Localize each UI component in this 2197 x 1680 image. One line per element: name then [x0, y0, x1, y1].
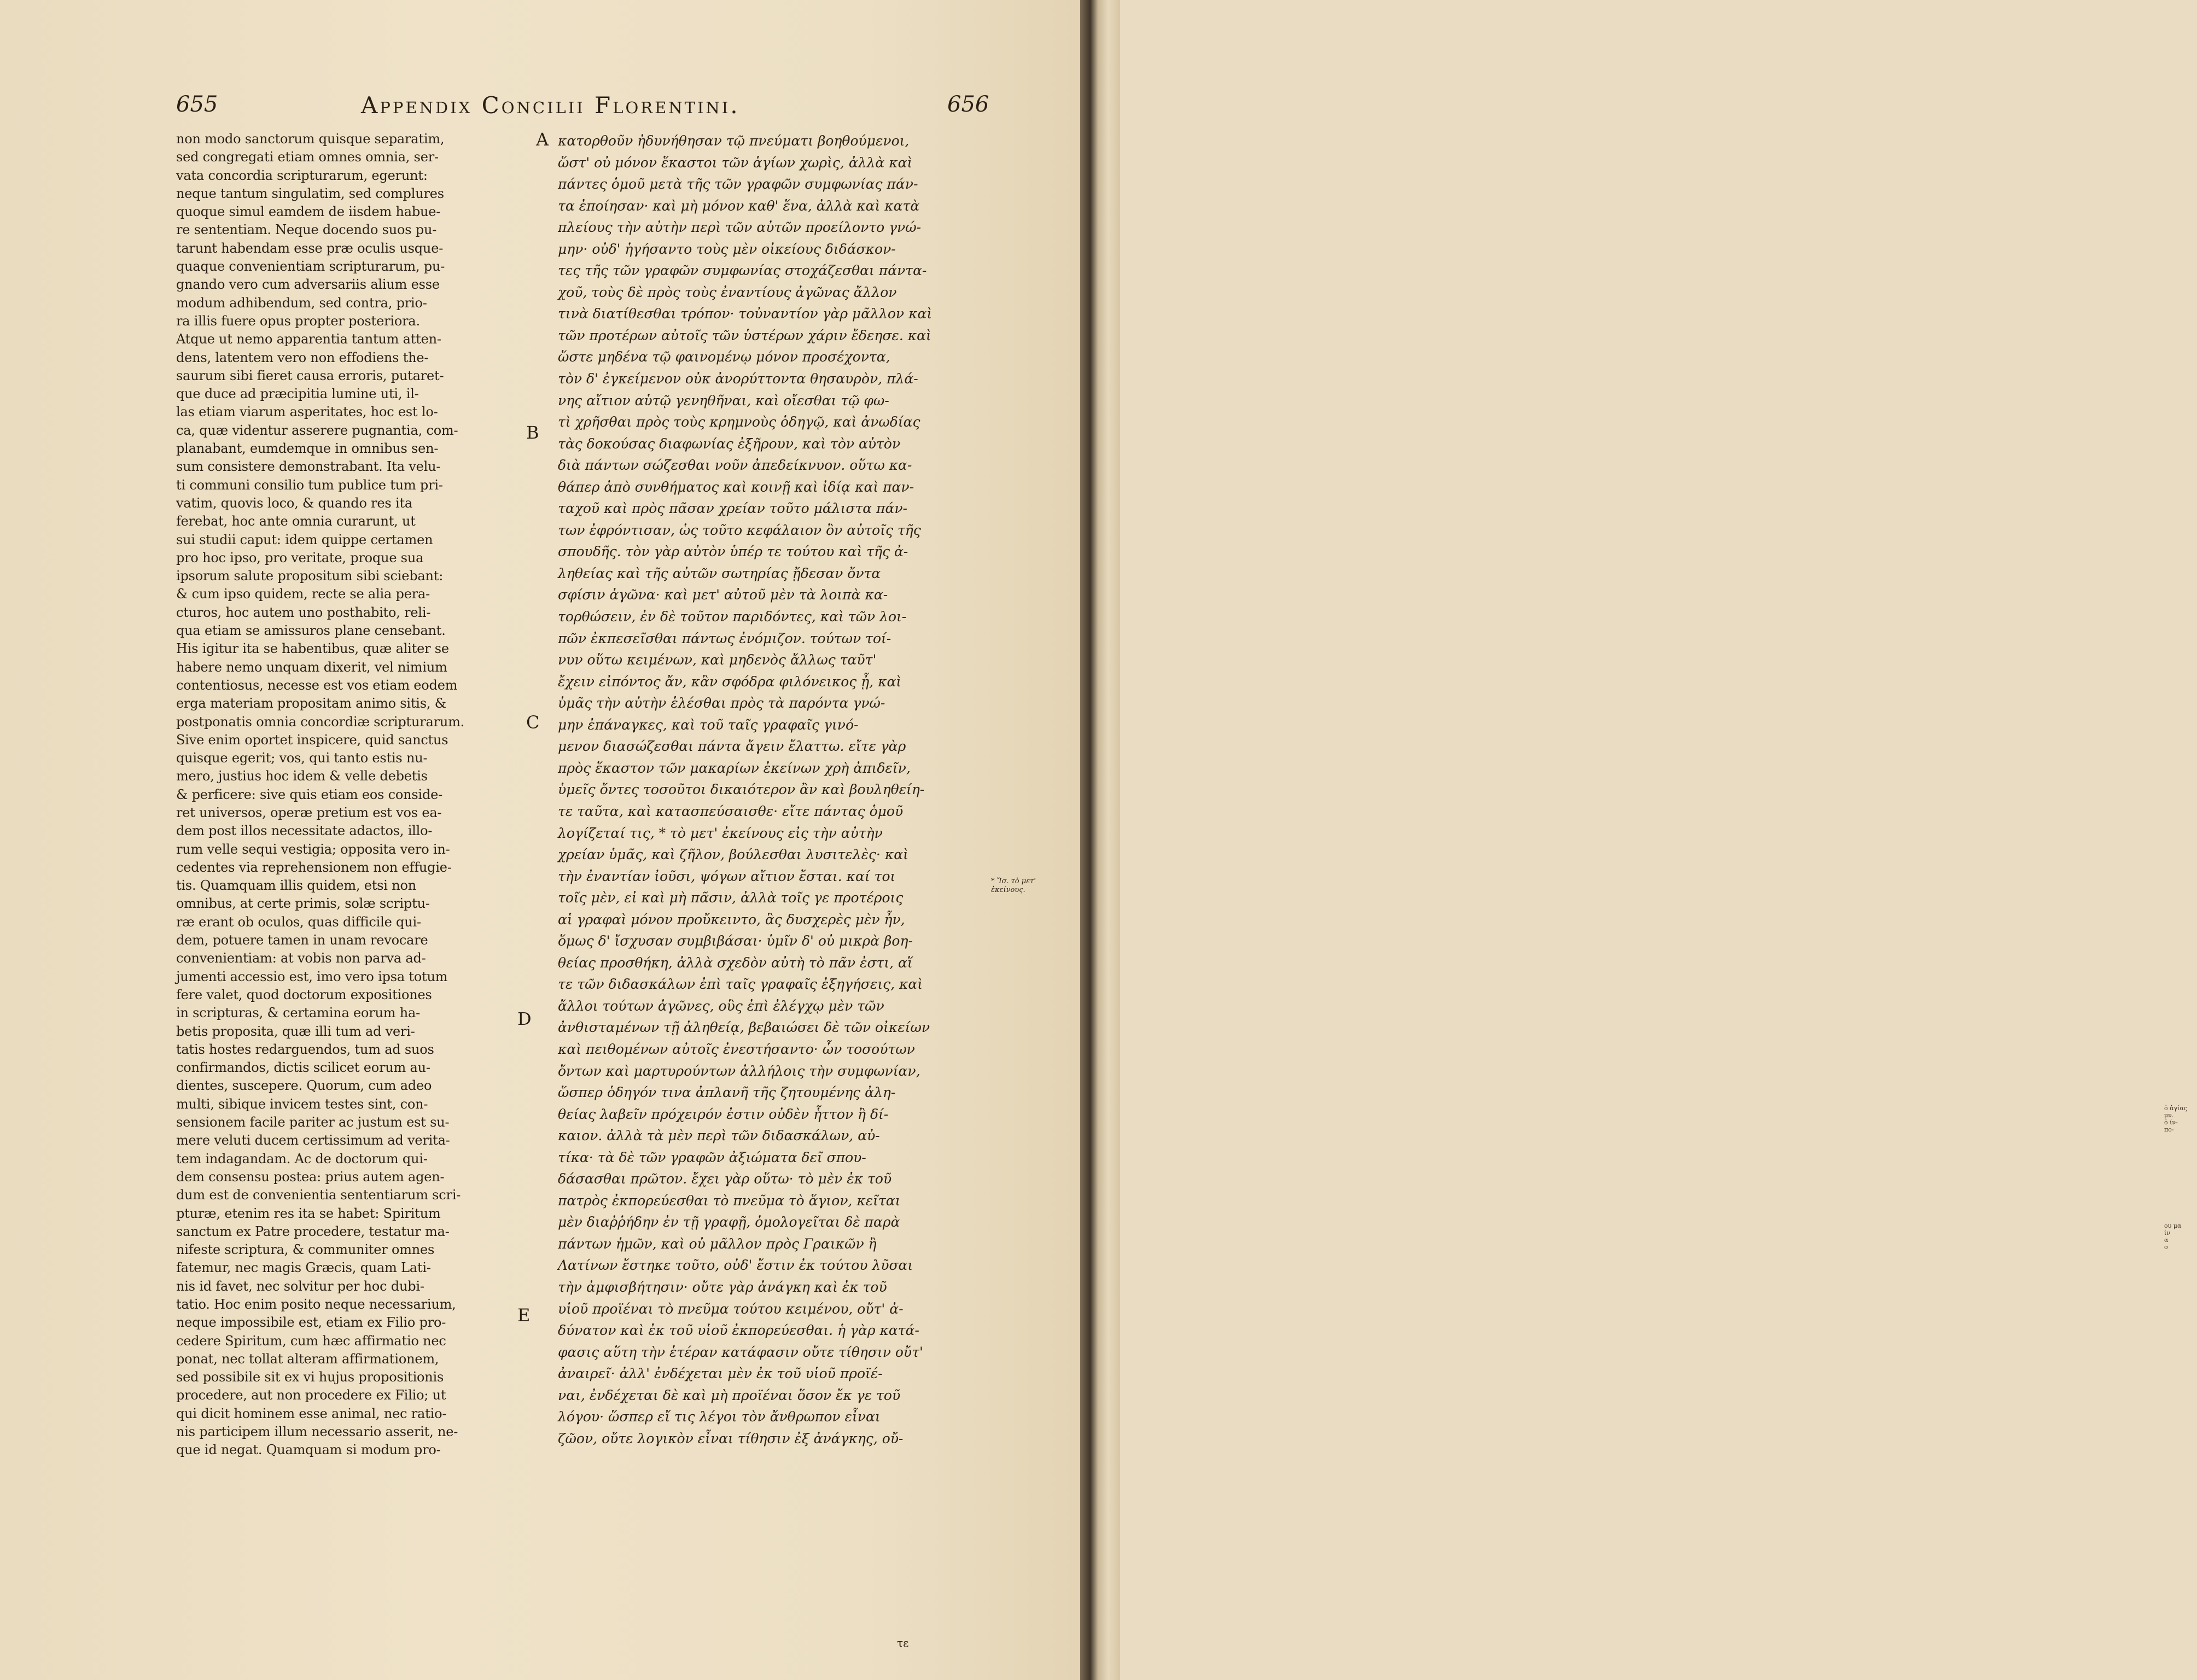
text-line: re sententiam. Neque docendo suos pu-: [176, 222, 437, 238]
margin-note: * Ἴσ. τὸ μετ' ἐκείνους.: [991, 877, 1036, 894]
page-number-right: 656: [947, 92, 989, 117]
text-line: ναι, ἐνδέχεται δὲ καὶ μὴ προϊέναι ὅσον ἔκ γε τοῦ: [558, 1387, 901, 1403]
text-line: ἔχειν εἰπόντος ἄν, κἂν σφόδρα φιλόνεικος ᾖ, καὶ: [558, 673, 902, 690]
text-line: dem post illos necessitate adactos, illo-: [176, 823, 433, 839]
text-line: habere nemo unquam dixerit, vel nimium: [176, 659, 447, 675]
text-line: sed possibile sit ex vi hujus propositionis: [176, 1369, 444, 1385]
text-line: vatim, quovis loco, & quando res ita: [176, 495, 412, 511]
text-line: tem indagandam. Ac de doctorum qui-: [176, 1151, 428, 1166]
text-line: quoque simul eamdem de iisdem habue-: [176, 204, 441, 220]
page-title: Appendix Concilii Florentini.: [361, 92, 740, 119]
text-line: postponatis omnia concordiæ scripturarum.: [176, 714, 465, 730]
text-line: δάσασθαι πρῶτον. ἔχει γὰρ οὕτω· τὸ μὲν ἐκ τοῦ: [558, 1171, 892, 1187]
adjacent-page-fragment: ου μα ἰν α σ: [2164, 1222, 2182, 1251]
text-line: ferebat, hoc ante omnia curarunt, ut: [176, 514, 416, 529]
text-line: & cum ipso quidem, recte se alia pera-: [176, 586, 430, 602]
text-line: tis. Quamquam illis quidem, etsi non: [176, 878, 416, 894]
text-line: τα ἐποίησαν· καὶ μὴ μόνον καθ' ἕνα, ἀλλὰ καὶ κατὰ: [558, 197, 920, 214]
text-line: contentiosus, necesse est vos etiam eodem: [176, 677, 458, 693]
text-line: δύνατον καὶ ἐκ τοῦ υἱοῦ ἐκπορεύεσθαι. ἡ γὰρ κατά-: [558, 1322, 919, 1339]
text-line: λόγου· ὥσπερ εἴ τις λέγοι τὸν ἄνθρωπον εἶναι: [558, 1409, 881, 1425]
text-line: dientes, suscepere. Quorum, cum adeo: [176, 1078, 432, 1094]
text-line: cedere Spiritum, cum hæc affirmatio nec: [176, 1333, 446, 1349]
text-line: πλείους τὴν αὐτὴν περὶ τῶν αὐτῶν προείλοντο γνώ-: [558, 219, 922, 236]
text-line: πῶν ἐκπεσεῖσθαι πάντως ἐνόμιζον. τούτων τοί-: [558, 630, 891, 646]
text-line: τινὰ διατίθεσθαι τρόπον· τοὐναντίον γὰρ μᾶλλον καὶ: [558, 306, 933, 322]
text-line: sensionem facile pariter ac justum est su-: [176, 1115, 450, 1130]
text-line: cturos, hoc autem uno posthabito, reli-: [176, 604, 431, 620]
text-line: mero, justius hoc idem & velle debetis: [176, 768, 428, 784]
text-line: τορθώσειν, ἐν δὲ τοῦτον παριδόντες, καὶ τῶν λοι-: [558, 609, 907, 625]
text-line: gnando vero cum adversariis alium esse: [176, 277, 440, 293]
text-line: χρείαν ὑμᾶς, καὶ ζῆλον, βούλεσθαι λυσιτελὲς· καὶ: [558, 847, 908, 863]
text-line: sanctum ex Patre procedere, testatur ma-: [176, 1223, 450, 1239]
text-line: ὄντων καὶ μαρτυρούντων ἀλλήλοις τὴν συμφωνίαν,: [558, 1063, 920, 1079]
text-line: νης αἴτιον αὑτῷ γενηθῆναι, καὶ οἴεσθαι τῷ φω-: [558, 392, 889, 409]
latin-text-column: [176, 130, 526, 1460]
text-line: τὸν δ' ἐγκείμενον οὐκ ἀνορύττοντα θησαυρὸν, πλά-: [558, 371, 918, 387]
text-line: ra illis fuere opus propter posteriora.: [176, 313, 420, 329]
text-line: betis proposita, quæ illi tum ad veri-: [176, 1023, 415, 1039]
text-line: λογίζεταί τις, * τὸ μετ' ἐκείνους εἰς τὴν αὐτὴν: [558, 825, 883, 841]
text-line: fatemur, nec magis Græcis, quam Lati-: [176, 1260, 431, 1276]
text-line: in scripturas, & certamina eorum ha-: [176, 1005, 421, 1021]
text-line: fere valet, quod doctorum expositiones: [176, 987, 432, 1002]
text-line: θείας προσθήκη, ἀλλὰ σχεδὸν αὐτὴ τὸ πᾶν ἐστι, αἵ: [558, 954, 913, 971]
text-line: ponat, nec tollat alteram affirmationem,: [176, 1351, 439, 1367]
text-line: καιον. ἀλλὰ τὰ μὲν περὶ τῶν διδασκάλων, αὐ-: [558, 1128, 880, 1144]
text-line: las etiam viarum asperitates, hoc est lo-: [176, 404, 438, 420]
text-line: τὴν ἐναντίαν ἰοῦσι, ψόγων αἴτιον ἔσται. καί τοι: [558, 868, 896, 884]
text-line: τε τῶν διδασκάλων ἐπὶ ταῖς γραφαῖς ἐξηγήσεις, καὶ: [558, 976, 923, 993]
text-line: neque impossibile est, etiam ex Filio pro-: [176, 1315, 446, 1331]
text-line: πάντων ἡμῶν, καὶ οὐ μᾶλλον πρὸς Γραικῶν ἢ: [558, 1235, 877, 1252]
text-line: dum est de convenientia sententiarum scri-: [176, 1187, 461, 1203]
text-line: tatio. Hoc enim posito neque necessarium,: [176, 1297, 456, 1312]
text-line: ræ erant ob oculos, quas difficile qui-: [176, 914, 421, 930]
text-line: πατρὸς ἐκπορεύεσθαι τὸ πνεῦμα τὸ ἅγιον, κεῖται: [558, 1192, 901, 1209]
text-line: His igitur ita se habentibus, quæ aliter se: [176, 641, 449, 657]
text-line: ret universos, operæ pretium est vos ea-: [176, 804, 442, 820]
section-marker-b: B: [526, 422, 539, 443]
text-line: ληθείας καὶ τῆς αὐτῶν σωτηρίας ᾔδεσαν ὄντα: [558, 565, 881, 581]
section-marker-c: C: [526, 712, 540, 733]
text-line: ca, quæ videntur asserere pugnantia, com-: [176, 422, 458, 438]
text-line: pturæ, etenim res ita se habet: Spiritum: [176, 1205, 441, 1221]
text-line: procedere, aut non procedere ex Filio; ut: [176, 1387, 446, 1403]
text-line: καὶ πειθομένων αὐτοῖς ἐνεστήσαντο· ὧν τοσούτων: [558, 1041, 915, 1057]
text-line: σπουδῆς. τὸν γὰρ αὐτὸν ὑπέρ τε τούτου καὶ τῆς ἀ-: [558, 544, 908, 560]
text-line: θάπερ ἀπὸ συνθήματος καὶ κοινῇ καὶ ἰδίᾳ καὶ παν-: [558, 479, 914, 495]
text-line: σφίσιν ἀγῶνα· καὶ μετ' αὐτοῦ μὲν τὰ λοιπὰ κα-: [558, 587, 888, 603]
text-line: ζῶον, οὔτε λογικὸν εἶναι τίθησιν ἐξ ἀνάγκης, οὔ-: [558, 1430, 904, 1446]
text-line: ti communi consilio tum publice tum pri-: [176, 477, 443, 493]
text-line: & perficere: sive quis etiam eos conside-: [176, 786, 443, 802]
text-line: θείας λαβεῖν πρόχειρόν ἐστιν οὐδὲν ἧττον ἢ δί-: [558, 1106, 889, 1122]
text-line: multi, sibique invicem testes sint, con-: [176, 1096, 428, 1112]
text-line: τὴν ἀμφισβήτησιν· οὔτε γὰρ ἀνάγκη καὶ ἐκ τοῦ: [558, 1279, 887, 1295]
text-line: convenientiam: at vobis non parva ad-: [176, 950, 426, 966]
text-line: neque tantum singulatim, sed complures: [176, 185, 444, 201]
text-line: ἄλλοι τούτων ἀγῶνες, οὓς ἐπὶ ἐλέγχῳ μὲν τῶν: [558, 998, 884, 1014]
text-line: ταχοῦ καὶ πρὸς πᾶσαν χρείαν τοῦτο μάλιστα πάν-: [558, 500, 908, 517]
text-line: planabant, eumdemque in omnibus sen-: [176, 441, 439, 457]
text-line: non modo sanctorum quisque separatim,: [176, 131, 445, 147]
text-line: pro hoc ipso, pro veritate, proque sua: [176, 550, 424, 565]
text-line: nis participem illum necessario asserit, ne-: [176, 1424, 458, 1440]
text-line: vata concordia scripturarum, egerunt:: [176, 167, 428, 183]
text-line: ἀναιρεῖ· ἀλλ' ἐνδέχεται μὲν ἐκ τοῦ υἱοῦ προϊέ-: [558, 1366, 883, 1382]
text-line: sui studii caput: idem quippe certamen: [176, 532, 433, 547]
text-line: tarunt habendam esse præ oculis usque-: [176, 240, 444, 256]
running-header: [0, 92, 1080, 125]
text-line: Λατίνων ἔστηκε τοῦτο, οὐδ' ἔστιν ἐκ τούτου λῦσαι: [558, 1257, 913, 1274]
text-line: τῶν προτέρων αὐτοῖς τῶν ὑστέρων χάριν ἔδεησε. καὶ: [558, 327, 931, 343]
text-line: νυν οὕτω κειμένων, καὶ μηδενὸς ἄλλως ταῦτ': [558, 652, 877, 668]
text-line: cedentes via reprehensionem non effugie-: [176, 859, 452, 875]
text-line: ἀνθισταμένων τῇ ἀληθείᾳ, βεβαιώσει δὲ τῶν οἰκείων: [558, 1019, 930, 1036]
text-line: tatis hostes redarguendos, tum ad suos: [176, 1041, 434, 1057]
text-line: χοῦ, τοὺς δὲ πρὸς τοὺς ἐναντίους ἀγῶνας ἄλλον: [558, 284, 897, 300]
text-line: mere veluti ducem certissimum ad verita-: [176, 1133, 450, 1148]
text-line: omnibus, at certe primis, solæ scriptu-: [176, 896, 430, 912]
text-line: φασις αὕτη τὴν ἑτέραν κατάφασιν οὔτε τίθησιν οὔτ': [558, 1344, 923, 1360]
text-line: τίκα· τὰ δὲ τῶν γραφῶν ἀξιώματα δεῖ σπου-: [558, 1149, 866, 1165]
text-line: των ἐφρόντισαν, ὡς τοῦτο κεφάλαιον ὂν αὐτοῖς τῆς: [558, 522, 921, 538]
text-line: dens, latentem vero non effodiens the-: [176, 349, 429, 365]
section-marker-a: A: [536, 129, 549, 150]
text-line: πρὸς ἕκαστον τῶν μακαρίων ἐκείνων χρὴ ἀπιδεῖν,: [558, 760, 911, 776]
text-line: dem, potuere tamen in unam revocare: [176, 932, 428, 948]
text-line: τε ταῦτα, καὶ κατασπεύσαισθε· εἴτε πάντας ὁμοῦ: [558, 803, 904, 819]
text-line: ὥστ' οὐ μόνον ἕκαστοι τῶν ἁγίων χωρὶς, ἀλλὰ καὶ: [558, 154, 913, 171]
text-line: ipsorum salute propositum sibi sciebant:: [176, 568, 444, 584]
text-line: dem consensu postea: prius autem agen-: [176, 1169, 445, 1185]
page-number-left: 655: [176, 92, 218, 117]
text-line: μην· οὐδ' ἡγήσαντο τοὺς μὲν οἰκείους διδάσκον-: [558, 241, 896, 257]
text-line: μενον διασώζεσθαι πάντα ἄγειν ἔλαττω. εἴτε γὰρ: [558, 738, 906, 755]
text-line: τὶ χρῆσθαι πρὸς τοὺς κρημνοὺς ὁδηγῷ, καὶ ἀνωδίας: [558, 414, 920, 430]
text-line: πάντες ὁμοῦ μετὰ τῆς τῶν γραφῶν συμφωνίας πάν-: [558, 176, 918, 192]
text-line: confirmandos, dictis scilicet eorum au-: [176, 1060, 430, 1076]
text-line: Atque ut nemo apparentia tantum atten-: [176, 331, 441, 347]
text-line: sum consistere demonstrabant. Ita velu-: [176, 459, 441, 475]
text-line: τοῖς μὲν, εἰ καὶ μὴ πᾶσιν, ἀλλὰ τοῖς γε προτέροις: [558, 890, 904, 906]
text-line: τες τῆς τῶν γραφῶν συμφωνίας στοχάζεσθαι πάντα-: [558, 262, 927, 279]
text-line: rum velle sequi vestigia; opposita vero in-: [176, 841, 450, 857]
text-line: nifeste scriptura, & communiter omnes: [176, 1242, 435, 1258]
text-line: μην ἐπάναγκες, καὶ τοῦ ταῖς γραφαῖς γινό-: [558, 716, 859, 733]
text-line: μὲν διαῤῥήδην ἐν τῇ γραφῇ, ὁμολογεῖται δὲ παρὰ: [558, 1214, 900, 1230]
text-line: modum adhibendum, sed contra, prio-: [176, 295, 427, 311]
text-line: διὰ πάντων σώζεσθαι νοῦν ἀπεδείκνυον. οὕτω κα-: [558, 457, 912, 474]
text-line: Sive enim oportet inspicere, quid sanctus: [176, 732, 448, 748]
text-line: jumenti accessio est, imo vero ipsa totum: [176, 969, 448, 984]
greek-text-column: [558, 130, 979, 1449]
text-line: υἱοῦ προϊέναι τὸ πνεῦμα τούτου κειμένου, οὔτ' ἀ-: [558, 1300, 904, 1317]
section-marker-d: D: [517, 1008, 532, 1029]
text-line: quaque convenientiam scripturarum, pu-: [176, 259, 445, 275]
text-line: αἱ γραφαὶ μόνον προὔκειντο, ἃς δυσχερὲς μὲν ἦν,: [558, 911, 905, 928]
text-line: ὑμεῖς ὄντες τοσοῦτοι δικαιότερον ἂν καὶ βουληθείη-: [558, 781, 925, 798]
text-line: sed congregati etiam omnes omnia, ser-: [176, 149, 439, 165]
text-line: ὥσπερ ὁδηγόν τινα ἀπλανῆ τῆς ζητουμένης ἀλη-: [558, 1084, 896, 1101]
text-line: ὥστε μηδένα τῷ φαινομένῳ μόνον προσέχοντα,: [558, 349, 890, 365]
signature-mark: τε: [897, 1636, 909, 1649]
section-marker-e: E: [517, 1305, 531, 1326]
text-line: que id negat. Quamquam si modum pro-: [176, 1442, 441, 1458]
text-line: τὰς δοκούσας διαφωνίας ἐξῆρουν, καὶ τὸν αὐτὸν: [558, 435, 901, 452]
text-line: saurum sibi fieret causa erroris, putaret-: [176, 368, 444, 383]
text-line: nis id favet, nec solvitur per hoc dubi-: [176, 1278, 424, 1294]
text-line: que duce ad præcipitia lumine uti, il-: [176, 386, 419, 402]
text-line: κατορθοῦν ἠδυνήθησαν τῷ πνεύματι βοηθούμενοι,: [558, 133, 910, 149]
text-line: erga materiam propositam animo sitis, &: [176, 696, 446, 711]
text-line: qua etiam se amissuros plane censebant.: [176, 623, 446, 639]
text-line: qui dicit hominem esse animal, nec ratio-: [176, 1405, 447, 1421]
text-line: ὅμως δ' ἴσχυσαν συμβιβάσαι· ὑμῖν δ' οὐ μικρὰ βοη-: [558, 933, 913, 949]
text-line: quisque egerit; vos, qui tanto estis nu-: [176, 750, 428, 766]
book-gutter: [1080, 0, 2188, 1680]
text-line: ὑμᾶς τὴν αὐτὴν ἑλέσθαι πρὸς τὰ παρόντα γνώ-: [558, 695, 885, 711]
adjacent-page-fragment: ὁ ἁγίας μν. ὁ ίν- πο-: [2164, 1105, 2188, 1133]
